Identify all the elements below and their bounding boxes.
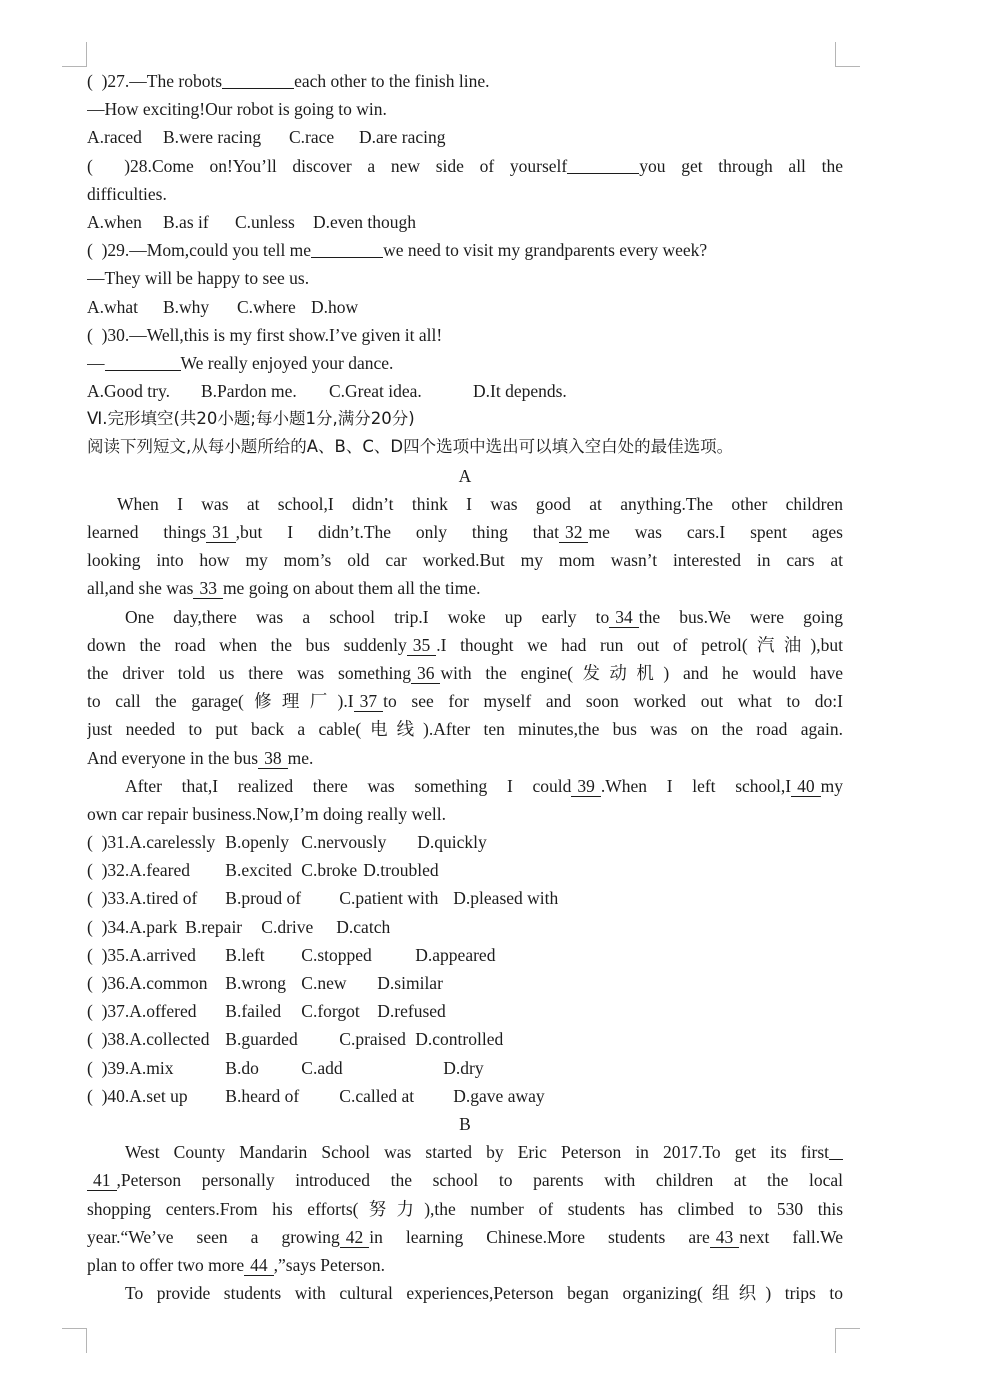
passage-b-line6: To provide students with cultural experiences,Peterson began organizing(组织) trips to [125, 1283, 843, 1304]
question-27: ( )27.—The robots each other to the finish line. [87, 71, 490, 91]
question-28-continued: difficulties. [87, 183, 167, 204]
blank-31[interactable]: 31 [206, 522, 236, 543]
question-30: ( )30.—Well,this is my first show.I’ve given it all! [87, 324, 443, 345]
question-34: ( )34.A.park B.repair C.drive D.catch [87, 916, 391, 937]
blank-44[interactable]: 44 [244, 1255, 274, 1276]
passage-b-line4: year.“We’ve seen a growing 42 in learning Chinese.More students are 43 next fall.We [87, 1226, 843, 1247]
passage-a-p2-line4: to call the garage(修理厂).I 37 to see for myself and soon worked out what to do:I [87, 691, 843, 712]
question-31: ( )31.A.carelessly B.openly C.nervously D.quickly [87, 832, 487, 853]
answer-blank[interactable] [222, 70, 294, 89]
page-content [87, 67, 843, 1307]
question-35: ( )35.A.arrived B.left C.stopped D.appeared [87, 944, 496, 965]
passage-b-line5: plan to offer two more 44 ,”says Peterson. [87, 1254, 385, 1275]
passage-a-p1-line4: all,and she was 33 me going on about them all the time. [87, 578, 481, 599]
blank-38[interactable]: 38 [258, 748, 288, 769]
blank-42[interactable]: 42 [340, 1227, 370, 1248]
question-39: ( )39.A.mix B.do C.add D.dry [87, 1057, 484, 1078]
blank-35[interactable]: 35 [407, 635, 437, 656]
blank-39[interactable]: 39 [571, 776, 601, 797]
blank-34[interactable]: 34 [609, 607, 639, 628]
blank-40[interactable]: 40 [791, 776, 821, 797]
question-32: ( )32.A.feared B.excited C.broke D.troubled [87, 860, 439, 881]
blank-36[interactable]: 36 [411, 663, 441, 684]
passage-a-p3-line2: own car repair business.Now,I’m doing really well. [87, 803, 446, 824]
answer-blank[interactable] [567, 155, 639, 174]
answer-blank[interactable] [105, 352, 181, 371]
passage-a-p2-line3: the driver told us there was something 36 with the engine(发动机) and he would have [87, 662, 843, 683]
passage-b-line2: 41 ,Peterson personally introduced the school to parents with children at the local [87, 1166, 843, 1194]
blank-33[interactable]: 33 [193, 578, 223, 599]
question-36: ( )36.A.common B.wrong C.new D.similar [87, 973, 443, 993]
crop-mark-top-left [62, 42, 87, 67]
crop-mark-bottom-right [835, 1328, 860, 1353]
question-27-options: A.raced B.were racing C.race D.are racing [87, 127, 446, 148]
question-29: ( )29.—Mom,could you tell me we need to visit my grandparents every week? [87, 240, 708, 261]
passage-b-line1: West County Mandarin School was started by Eric Peterson in 2017.To get its first [87, 1138, 843, 1166]
question-28-options: A.when B.as if C.unless D.even though [87, 211, 417, 232]
passage-b-line3: shopping centers.From his efforts(努力),the number of students has climbed to 530 this [87, 1198, 843, 1219]
question-38: ( )38.A.collected B.guarded C.praised D.controlled [87, 1029, 504, 1050]
question-30-reply: — We really enjoyed your dance. [87, 352, 394, 373]
blank-37[interactable]: 37 [354, 691, 384, 712]
blank-41[interactable]: 41 [87, 1170, 117, 1191]
passage-a-p1-line3: looking into how my mom’s old car worked.But my mom wasn’t interested in cars at [87, 550, 843, 571]
crop-mark-top-right [835, 42, 860, 67]
passage-b-label: B [459, 1113, 471, 1134]
passage-a-p1-line2: learned things 31 ,but I didn’t.The only thing that 32 me was cars.I spent ages [87, 522, 843, 542]
question-29-reply: —They will be happy to see us. [87, 268, 310, 289]
passage-a-p2-line1: One day,there was a school trip.I woke up early to 34 the bus.We were going [125, 606, 843, 627]
passage-a-p2-line5: just needed to put back a cable(电线).After ten minutes,the bus was on the road again. [87, 719, 843, 740]
crop-mark-bottom-left [62, 1328, 87, 1353]
passage-a-p1-line1: When I was at school,I didn’t think I was good at anything.The other children [117, 493, 843, 514]
question-40: ( )40.A.set up B.heard of C.called at D.gave away [87, 1085, 545, 1106]
blank-32[interactable]: 32 [559, 522, 589, 543]
answer-blank[interactable] [311, 239, 383, 258]
blank-43[interactable]: 43 [710, 1227, 740, 1248]
passage-a-p2-line6: And everyone in the bus 38 me. [87, 747, 314, 768]
passage-a-p3-line1: After that,I realized there was something I could 39 .When I left school,I 40 my [125, 775, 843, 796]
question-30-options: A.Good try. B.Pardon me. C.Great idea. D.It depends. [87, 381, 567, 402]
passage-a-p2-line2: down the road when the bus suddenly 35 .I thought we had run out of petrol(汽油),but [87, 634, 843, 655]
section-instructions: 阅读下列短文,从每小题所给的A、B、C、D四个选项中选出可以填入空白处的最佳选项。 [87, 437, 734, 457]
question-29-options: A.what B.why C.where D.how [87, 296, 359, 317]
section-heading: Ⅵ.完形填空(共20小题;每小题1分,满分20分) [87, 409, 415, 429]
question-27-reply: —How exciting!Our robot is going to win. [87, 99, 387, 120]
question-28: ( )28.Come on!You’ll discover a new side of yourself you get through all the [87, 155, 843, 176]
question-37: ( )37.A.offered B.failed C.forgot D.refused [87, 1001, 446, 1022]
question-33: ( )33.A.tired of B.proud of C.patient with D.pleased with [87, 888, 559, 909]
passage-a-label: A [458, 465, 472, 486]
